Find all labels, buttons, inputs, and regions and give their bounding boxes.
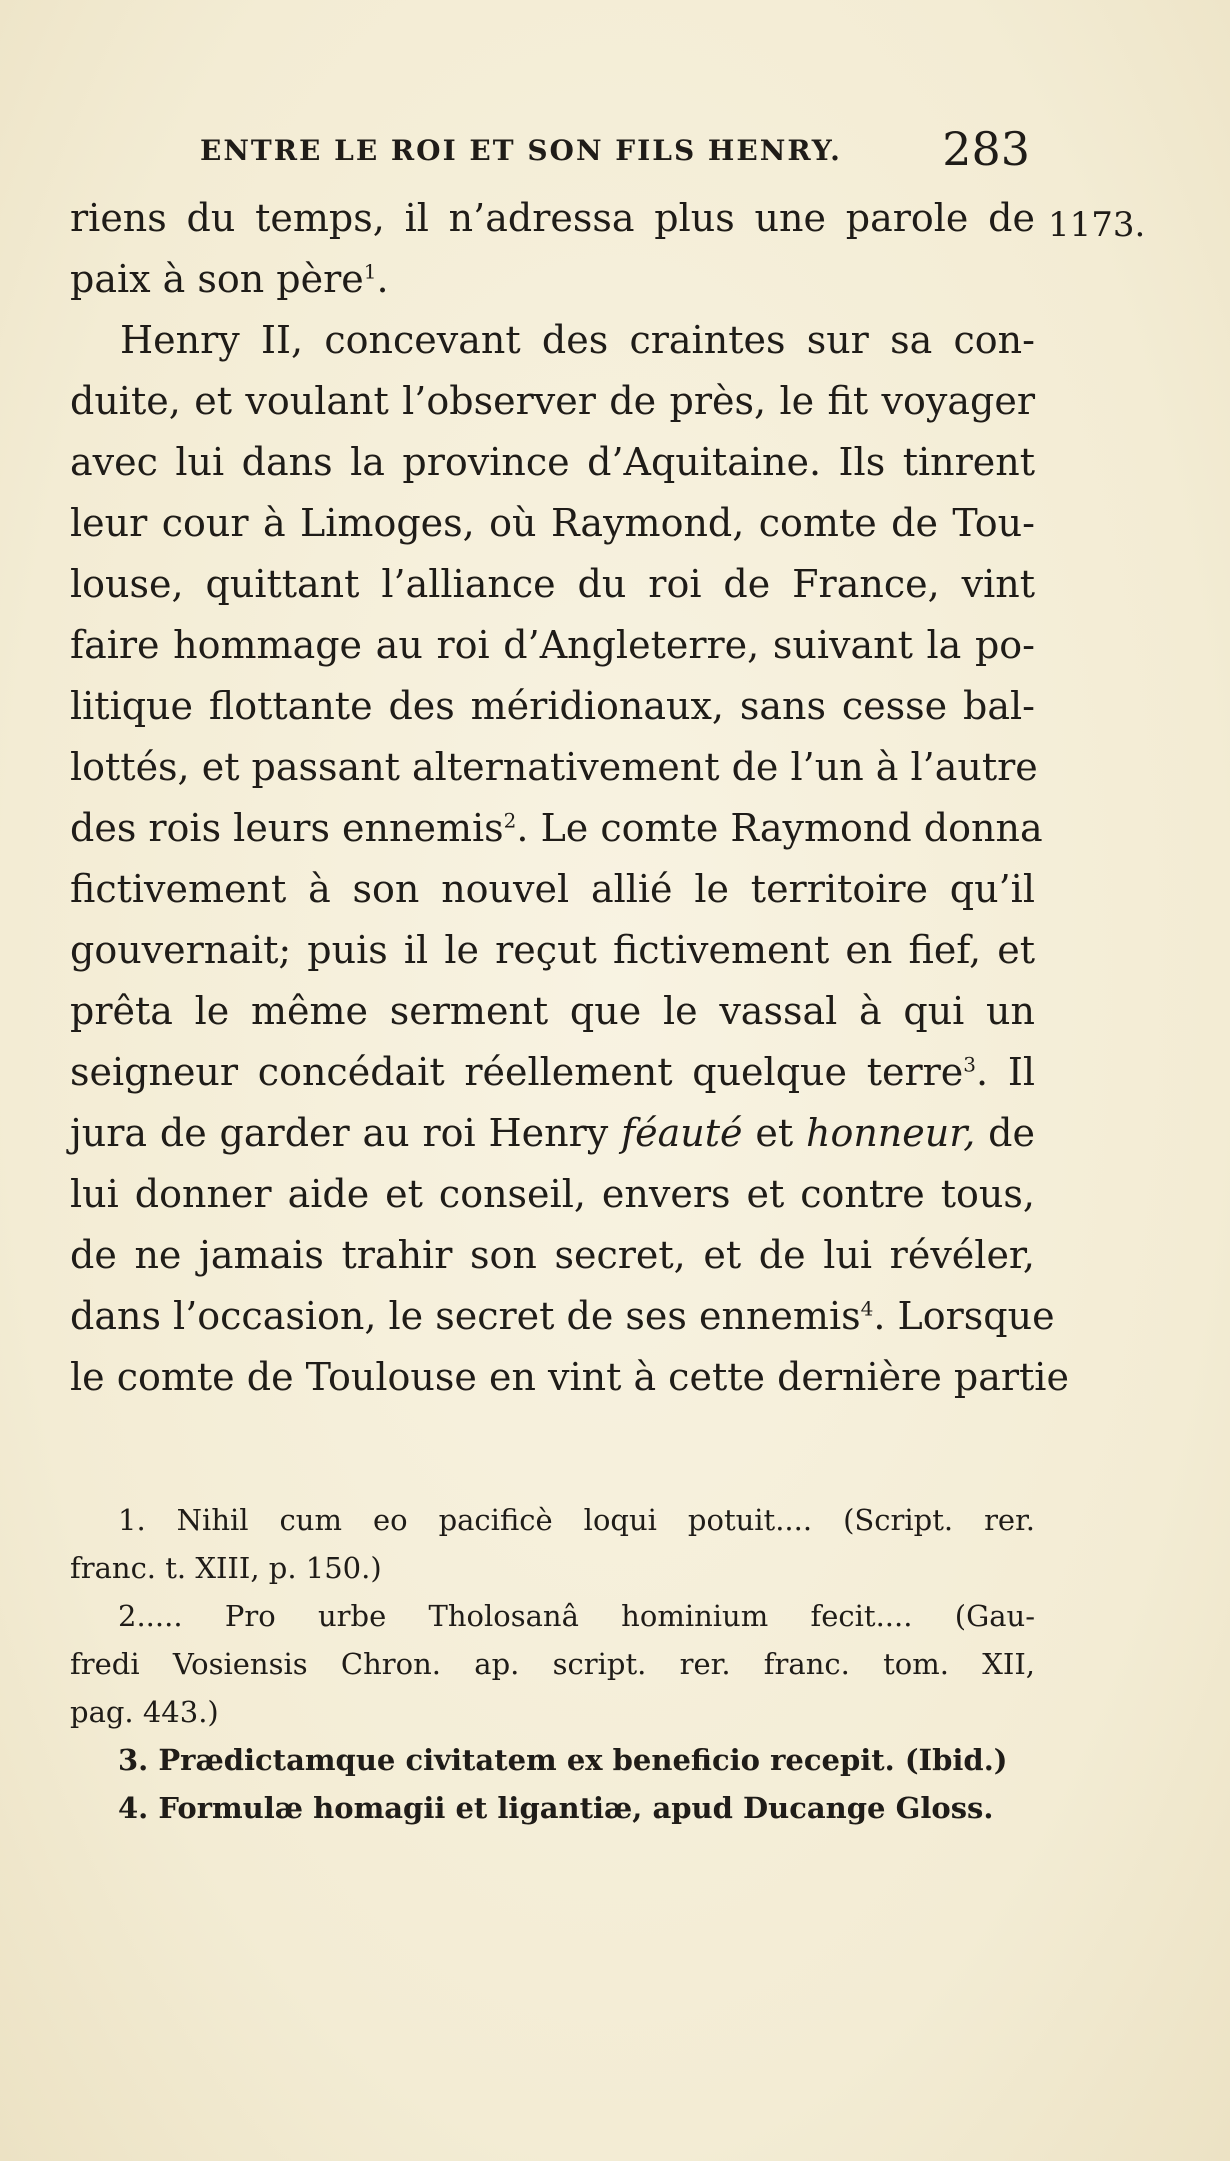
body-line-text: paix à son père [70, 257, 364, 301]
body-line-text: seigneur concédait réellement quelque terre [70, 1050, 964, 1094]
footnotes [70, 1496, 1035, 1832]
italic-term: honneur, [805, 1111, 976, 1155]
footnote-ref: 1 [363, 259, 377, 284]
footnote-line: 4. Formulæ homagii et ligantiæ, apud Ducange Gloss. [118, 1791, 994, 1825]
body-line-text: Henry II, concevant des craintes sur sa con- [120, 318, 1035, 362]
page-number: 283 [942, 122, 1030, 176]
body-line [70, 554, 1035, 615]
running-title: ENTRE LE ROI ET SON FILS HENRY. [200, 134, 842, 167]
body-line-text: riens du temps, il n’adressa plus une parole de [70, 196, 1035, 240]
footnote-ref: 4 [860, 1296, 874, 1321]
body-line-text: le comte de Toulouse en vint à cette dernière partie [70, 1355, 1069, 1399]
body-line [70, 615, 1035, 676]
body-line-text: et [755, 1111, 794, 1155]
running-head [200, 122, 1030, 182]
body-line [70, 371, 1035, 432]
footnote-line: fredi Vosiensis Chron. ap. script. rer. franc. tom. XII, [70, 1647, 1035, 1681]
body-line-text: duite, et voulant l’observer de près, le fit voyager [70, 379, 1035, 423]
body-line-text: louse, quittant l’alliance du roi de France, vint [70, 562, 1035, 606]
footnote-line: pag. 443.) [70, 1695, 219, 1729]
body-line [70, 310, 1035, 371]
footnote-ref: 3 [963, 1052, 977, 1077]
footnote-line: 2..... Pro urbe Tholosanâ hominium fecit.... (Gau- [118, 1599, 1035, 1633]
body-line-text: dans l’occasion, le secret de ses ennemis [70, 1294, 861, 1338]
body-line [70, 676, 1035, 737]
footnote-ref: 2 [503, 808, 517, 833]
body-line-text: lottés, et passant alternativement de l’un à l’autre [70, 745, 1038, 789]
body-line [70, 981, 1035, 1042]
body-line [70, 737, 1038, 798]
italic-term: féauté [621, 1111, 743, 1155]
body-line-text: faire hommage au roi d’Angleterre, suivant la po- [70, 623, 1035, 667]
body-line-text: Le comte Raymond donna [540, 806, 1043, 850]
body-line [70, 1225, 1035, 1286]
body-line-text: avec lui dans la province d’Aquitaine. Ils tinrent [70, 440, 1035, 484]
body-line [70, 188, 1035, 249]
body-line [70, 1164, 1035, 1225]
body-line: seigneur concédait réellement quelque terre$^3$. Il [70, 1050, 1035, 1094]
body-line-text: litique flottante des méridionaux, sans cesse bal- [70, 684, 1035, 728]
body-line-text: de [988, 1111, 1035, 1155]
body-line-text: jura de garder au roi Henry [70, 1111, 609, 1155]
body-line: dans l’occasion, le secret de ses ennemis$^4$. Lorsque [70, 1294, 1055, 1338]
body-line [70, 1347, 1069, 1408]
body-line-text: Lorsque [897, 1294, 1055, 1338]
body-line-text: gouvernait; puis il le reçut fictivement en fief, et [70, 928, 1035, 972]
body-line [70, 920, 1035, 981]
body-line [70, 432, 1035, 493]
body-line-text: des rois leurs ennemis [70, 806, 504, 850]
body-line: des rois leurs ennemis$^2$. Le comte Raymond donna [70, 806, 1043, 850]
body-line-text: Il [1007, 1050, 1035, 1094]
body-line [70, 493, 1035, 554]
body-line-text: de ne jamais trahir son secret, et de lui révéler, [70, 1233, 1035, 1277]
body-line [70, 859, 1035, 920]
footnote-line: 3. Prædictamque civitatem ex beneficio recepit. (Ibid.) [118, 1743, 1008, 1777]
body-text [70, 188, 1069, 1408]
footnote-line: 1. Nihil cum eo pacificè loqui potuit.... (Script. rer. [118, 1503, 1035, 1537]
footnote-line: franc. t. XIII, p. 150.) [70, 1551, 382, 1585]
body-line-text: lui donner aide et conseil, envers et contre tous, [70, 1172, 1035, 1216]
body-line: paix à son père$^1$. [70, 257, 389, 301]
body-line-text: leur cour à Limoges, où Raymond, comte de Tou- [70, 501, 1035, 545]
body-line-text: fictivement à son nouvel allié le territoire qu’il [70, 867, 1035, 911]
margin-year-note: 1173. [1048, 205, 1146, 245]
body-line-text: prêta le même serment que le vassal à qui un [70, 989, 1035, 1033]
body-line [70, 1103, 1035, 1164]
